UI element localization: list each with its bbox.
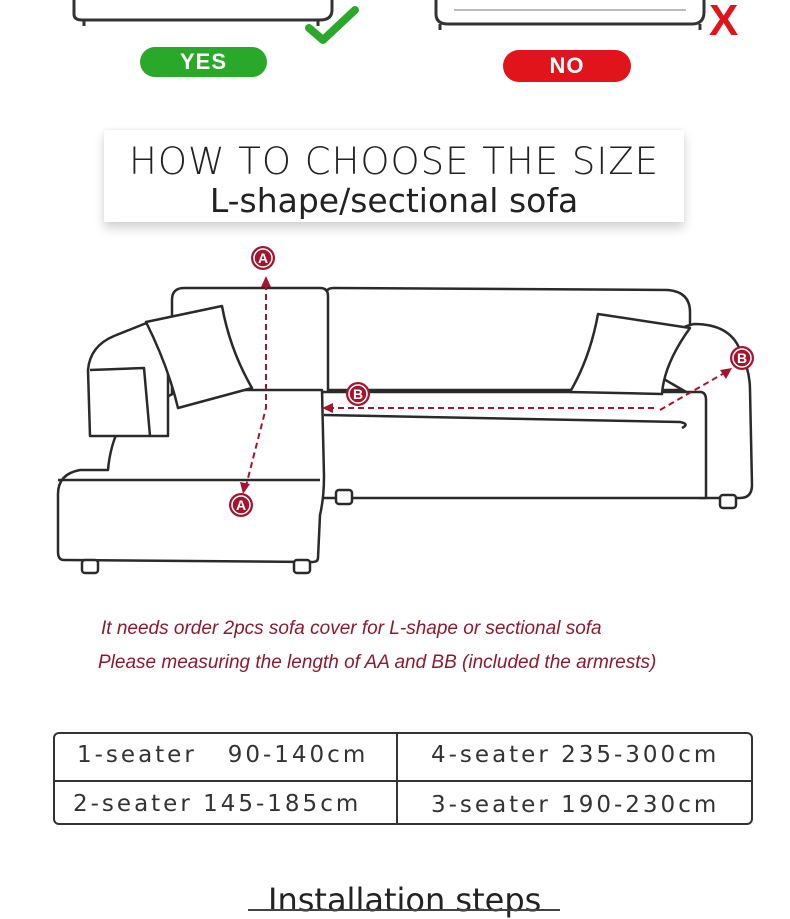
page-title: HOW TO CHOOSE THE SIZE [129, 140, 659, 183]
size-cell-1-seater: 1-seater 90-140cm [77, 742, 369, 768]
yes-badge: YES [140, 47, 267, 77]
size-cell-3-seater: 3-seater 190-230cm [431, 792, 720, 818]
size-guide-title-card [104, 130, 684, 222]
wrong-fit-sofa-illustration [430, 0, 710, 40]
measure-note: Please measuring the length of AA and BB (included the armrests) [98, 652, 657, 673]
no-badge: NO [503, 50, 631, 82]
marker-b-right-label: B [736, 350, 748, 366]
marker-a-top-label: A [257, 250, 269, 266]
marker-a-bottom-label: A [235, 497, 247, 513]
installation-heading: Installation steps [268, 881, 542, 919]
size-table [53, 732, 753, 825]
page-subtitle: L-shape/sectional sofa [209, 181, 579, 220]
size-cell-2-seater: 2-seater 145-185cm [73, 791, 362, 817]
size-cell-4-seater: 4-seater 235-300cm [431, 742, 720, 768]
table-column-divider [396, 734, 398, 823]
marker-b-left-label: B [352, 386, 364, 402]
wrong-mark-icon: X [709, 0, 739, 45]
check-mark-icon [305, 4, 360, 46]
l-shape-sofa-diagram [50, 240, 770, 585]
table-row-divider [55, 780, 751, 782]
order-note: It needs order 2pcs sofa cover for L-shape or sectional sofa [101, 618, 602, 639]
